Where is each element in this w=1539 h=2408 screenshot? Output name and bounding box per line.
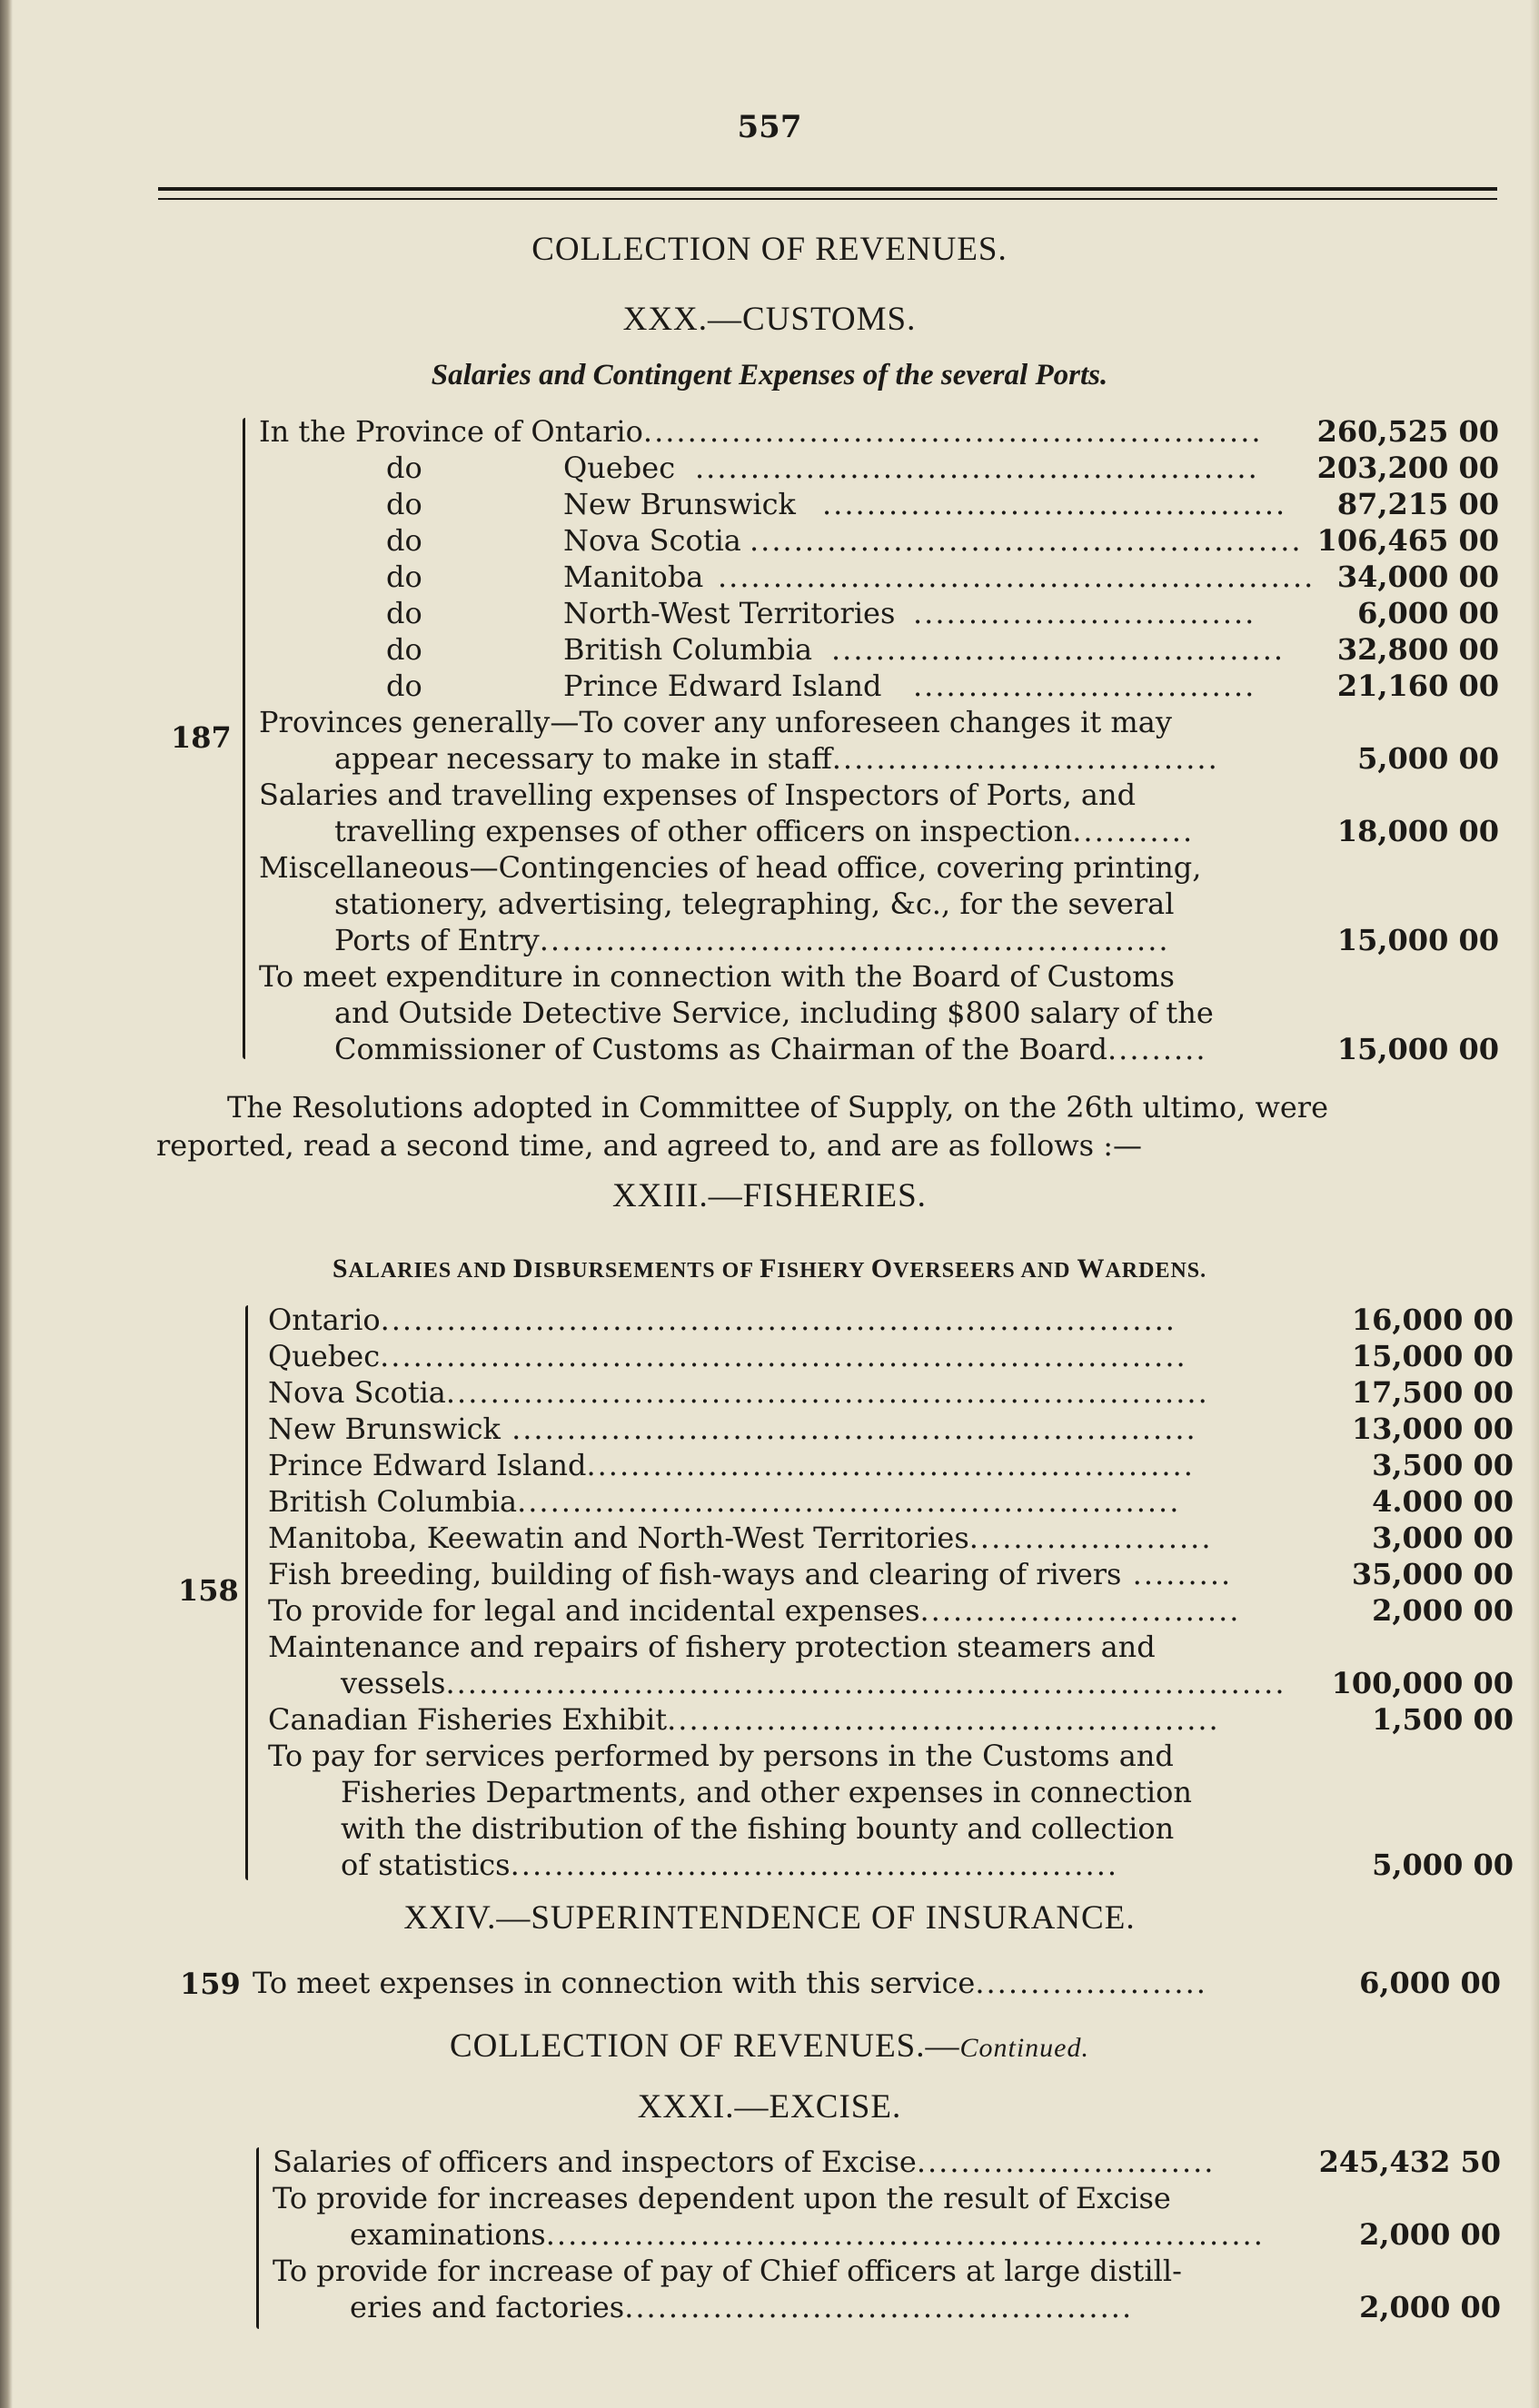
- list-item: New Brunswick ..............................................................: [268, 1412, 1197, 1446]
- item-label: North-West Territories: [563, 596, 896, 630]
- header-rule-thin: [158, 198, 1497, 200]
- item-label: appear necessary to make in staff: [334, 741, 832, 776]
- item-amount: 4.000 00: [1372, 1484, 1514, 1519]
- item-label: with the distribution of the fishing bounty and collection: [341, 1811, 1175, 1846]
- list-item: [268, 1738, 1286, 1774]
- section-heading-collection: COLLECTION OF REVENUES.: [531, 231, 1008, 268]
- list-item-continuation: [334, 995, 1352, 1031]
- item-label: Ontario: [268, 1303, 381, 1337]
- item-label: British Columbia: [563, 632, 813, 667]
- item-label: To meet expenditure in connection with the Board of Customs: [259, 959, 1175, 994]
- list-item: Manitoba, Keewatin and North-West Territories......................: [268, 1521, 1213, 1555]
- item-label: In the Province of Ontario: [259, 414, 643, 449]
- list-item-continuation: examinations.................................................................: [350, 2217, 1265, 2252]
- item-label: vessels: [341, 1666, 446, 1700]
- customs-title: XXX.—CUSTOMS.: [622, 301, 917, 338]
- fisheries-vote-number: 158: [178, 1573, 239, 1608]
- resolution-line-2: reported, read a second time, and agreed to, and are as follows :—: [156, 1128, 1142, 1163]
- list-item-continuation: appear necessary to make in staff...................................: [334, 741, 1219, 776]
- item-label: stationery, advertising, telegraphing, &c., for the several: [334, 887, 1175, 921]
- item-amount: 6,000 00: [1357, 596, 1499, 630]
- item-label: New Brunswick: [268, 1412, 501, 1446]
- list-item-continuation: Ports of Entry.........................................................: [334, 923, 1170, 957]
- ditto-label: do: [386, 596, 422, 630]
- item-label: Salaries and travelling expenses of Inspectors of Ports, and: [259, 778, 1137, 812]
- fisheries-brace: [245, 1305, 248, 1880]
- list-item: To provide for legal and incidental expenses.............................: [268, 1593, 1241, 1628]
- list-item: [259, 704, 1276, 740]
- item-amount: 15,000 00: [1336, 1032, 1499, 1066]
- list-item: [259, 777, 1276, 813]
- list-item: In the Province of Ontario........................................................: [259, 414, 1263, 449]
- list-item: [273, 2253, 1290, 2289]
- list-item-continuation: Commissioner of Customs as Chairman of the Board.........: [334, 1032, 1207, 1066]
- item-amount: 2,000 00: [1359, 2290, 1501, 2324]
- item-label: Maintenance and repairs of fishery protection steamers and: [268, 1630, 1156, 1664]
- fisheries-subtitle: SALARIES AND DISBURSEMENTS OF FISHERY OVERSEERS AND WARDENS.: [332, 1254, 1207, 1283]
- item-amount: 21,160 00: [1336, 669, 1499, 703]
- list-item: To meet expenses in connection with this service.....................: [253, 1966, 1207, 2000]
- item-amount: 32,800 00: [1336, 632, 1499, 667]
- ditto-label: do: [386, 451, 422, 485]
- item-label: To provide for legal and incidental expenses: [268, 1593, 920, 1628]
- item-label: To provide for increases dependent upon the result of Excise: [273, 2181, 1171, 2215]
- item-label: of statistics: [341, 1848, 511, 1882]
- list-item: [259, 958, 1276, 995]
- item-amount: 17,500 00: [1351, 1375, 1514, 1410]
- item-amount: 1,500 00: [1372, 1702, 1514, 1737]
- page-number: 557: [737, 109, 802, 145]
- item-amount: 5,000 00: [1357, 741, 1499, 776]
- item-amount: 260,525 00: [1316, 414, 1499, 449]
- item-label: examinations: [350, 2217, 546, 2252]
- item-label: Salaries of officers and inspectors of Excise: [273, 2145, 917, 2179]
- insurance-vote-number: 159: [180, 1967, 241, 2001]
- customs-brace: [243, 418, 245, 1059]
- list-item-continuation: travelling expenses of other officers on inspection...........: [334, 814, 1195, 848]
- item-amount: 15,000 00: [1351, 1339, 1514, 1373]
- list-item-continuation: [341, 1810, 1358, 1847]
- item-label: travelling expenses of other officers on inspection: [334, 814, 1073, 848]
- list-item: British Columbia............................................................: [268, 1484, 1181, 1519]
- list-item: Quebec.........................................................................: [268, 1339, 1187, 1373]
- item-label: and Outside Detective Service, including $800 salary of the: [334, 996, 1214, 1030]
- item-amount: 203,200 00: [1316, 451, 1499, 485]
- list-item: Salaries of officers and inspectors of Excise...........................: [273, 2145, 1216, 2179]
- item-amount: 106,465 00: [1316, 523, 1499, 558]
- resolution-line-1: The Resolutions adopted in Committee of Supply, on the 26th ultimo, were: [227, 1090, 1329, 1125]
- item-amount: 6,000 00: [1359, 1966, 1501, 2000]
- ditto-label: do: [386, 523, 422, 558]
- item-amount: 245,432 50: [1318, 2145, 1501, 2179]
- list-item: Ontario........................................................................: [268, 1303, 1177, 1337]
- item-amount: 18,000 00: [1336, 814, 1499, 848]
- ditto-label: do: [386, 669, 422, 703]
- item-amount: 87,215 00: [1336, 487, 1499, 521]
- item-label: British Columbia: [268, 1484, 518, 1519]
- list-item: Canadian Fisheries Exhibit..................................................: [268, 1702, 1220, 1737]
- item-label: Fish breeding, building of fish-ways and clearing of rivers: [268, 1557, 1122, 1591]
- item-amount: 16,000 00: [1351, 1303, 1514, 1337]
- item-label: Prince Edward Island: [268, 1448, 587, 1482]
- item-label: Fisheries Departments, and other expenses in connection: [341, 1775, 1192, 1809]
- item-label: Ports of Entry: [334, 923, 540, 957]
- item-amount: 100,000 00: [1331, 1666, 1514, 1700]
- list-item-continuation: of statistics.......................................................: [341, 1848, 1119, 1882]
- customs-subtitle: Salaries and Contingent Expenses of the several Ports.: [431, 359, 1108, 391]
- list-item: Nova Scotia.....................................................................: [268, 1375, 1209, 1410]
- item-label: Manitoba, Keewatin and North-West Territories: [268, 1521, 969, 1555]
- item-label: Quebec: [268, 1339, 381, 1373]
- list-item-continuation: vessels............................................................................: [341, 1666, 1286, 1700]
- item-amount: 34,000 00: [1336, 560, 1499, 594]
- fisheries-title: XXIII.—FISHERIES.: [612, 1177, 927, 1214]
- item-label: Nova Scotia: [268, 1375, 446, 1410]
- list-item-continuation: [334, 886, 1352, 922]
- item-amount: 2,000 00: [1372, 1593, 1514, 1628]
- item-label: To meet expenses in connection with this service: [253, 1966, 976, 2000]
- item-label: Miscellaneous—Contingencies of head office, covering printing,: [259, 850, 1202, 885]
- list-item: [268, 1629, 1286, 1665]
- ditto-label: do: [386, 487, 422, 521]
- list-item: Prince Edward Island.......................................................: [268, 1448, 1195, 1482]
- collection-continued-title: COLLECTION OF REVENUES.—Continued.: [449, 2027, 1089, 2065]
- item-label: Prince Edward Island: [563, 669, 882, 703]
- insurance-title: XXIV.—SUPERINTENDENCE OF INSURANCE.: [403, 1899, 1136, 1937]
- list-item: [273, 2180, 1290, 2216]
- item-amount: 3,500 00: [1372, 1448, 1514, 1482]
- excise-brace: [256, 2147, 259, 2329]
- item-label: Quebec: [563, 451, 676, 485]
- item-label: eries and factories: [350, 2290, 625, 2324]
- resolution-paragraph: [156, 1088, 1501, 1164]
- item-amount: 3,000 00: [1372, 1521, 1514, 1555]
- item-amount: 35,000 00: [1351, 1557, 1514, 1591]
- item-label: To pay for services performed by persons in the Customs and: [268, 1739, 1174, 1773]
- item-amount: 13,000 00: [1351, 1412, 1514, 1446]
- ditto-label: do: [386, 560, 422, 594]
- customs-vote-number: 187: [171, 720, 232, 755]
- item-label: Nova Scotia: [563, 523, 741, 558]
- item-label: Provinces generally—To cover any unforeseen changes it may: [259, 705, 1172, 739]
- list-item: Fish breeding, building of fish-ways and clearing of rivers .........: [268, 1557, 1233, 1591]
- item-label: To provide for increase of pay of Chief officers at large distill-: [273, 2254, 1182, 2288]
- header-rule-thick: [158, 187, 1497, 191]
- list-item-continuation: [341, 1774, 1358, 1810]
- item-label: Canadian Fisheries Exhibit: [268, 1702, 668, 1737]
- ditto-label: do: [386, 632, 422, 667]
- item-label: Commissioner of Customs as Chairman of the Board: [334, 1032, 1107, 1066]
- list-item-continuation: eries and factories..............................................: [350, 2290, 1134, 2324]
- item-amount: 2,000 00: [1359, 2217, 1501, 2252]
- excise-title: XXXI.—EXCISE.: [637, 2088, 902, 2126]
- item-label: Manitoba: [563, 560, 704, 594]
- list-item: [259, 849, 1276, 886]
- item-label: New Brunswick: [563, 487, 796, 521]
- item-amount: 15,000 00: [1336, 923, 1499, 957]
- item-amount: 5,000 00: [1372, 1848, 1514, 1882]
